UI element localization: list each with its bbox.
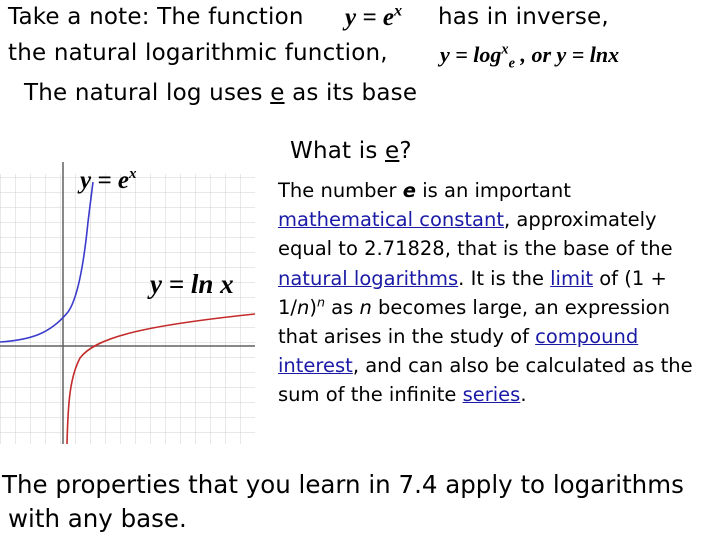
note-line-2: the natural logarithmic function,: [8, 40, 388, 66]
note-line-3: The natural log uses e as its base: [24, 80, 418, 106]
footer-line-2: with any base.: [8, 504, 187, 533]
link-limit[interactable]: limit: [550, 266, 594, 290]
link-series[interactable]: series: [462, 383, 521, 407]
note-line-1: [8, 4, 304, 30]
exp-formula: $y = e^x$: [345, 1, 403, 31]
link-compound-interest[interactable]: compound interest: [278, 325, 639, 378]
note-line-1-start: Take a note: The function: [8, 4, 304, 30]
exp-label: $y = e^x$: [80, 166, 137, 194]
footer-line-1: The properties that you learn in 7.4 apply to logarithms: [2, 470, 684, 499]
log-formula: $y = \log^x_e$ , or y = lnx: [440, 41, 620, 72]
exp-ln-graph: [0, 162, 270, 452]
note-line-1-end: has in inverse,: [438, 4, 609, 30]
link-mathematical-constant[interactable]: mathematical constant: [278, 208, 505, 232]
e-definition: The number e is an important mathematical constant, approximately equal to 2.71828, that is the base of the natural logarithms. It is the limit of $(1 + 1/n)^n$ as n becomes large, an expression that arises in the study of compound interest, and can also be calculated as the sum of the infinite series.: [278, 179, 693, 407]
graph-grid: [0, 174, 255, 444]
question-heading: What is e?: [290, 138, 412, 164]
ln-label: y = ln x: [150, 269, 234, 299]
e-underlined: e: [270, 80, 285, 106]
link-natural-logarithms[interactable]: natural logarithms: [278, 266, 459, 290]
